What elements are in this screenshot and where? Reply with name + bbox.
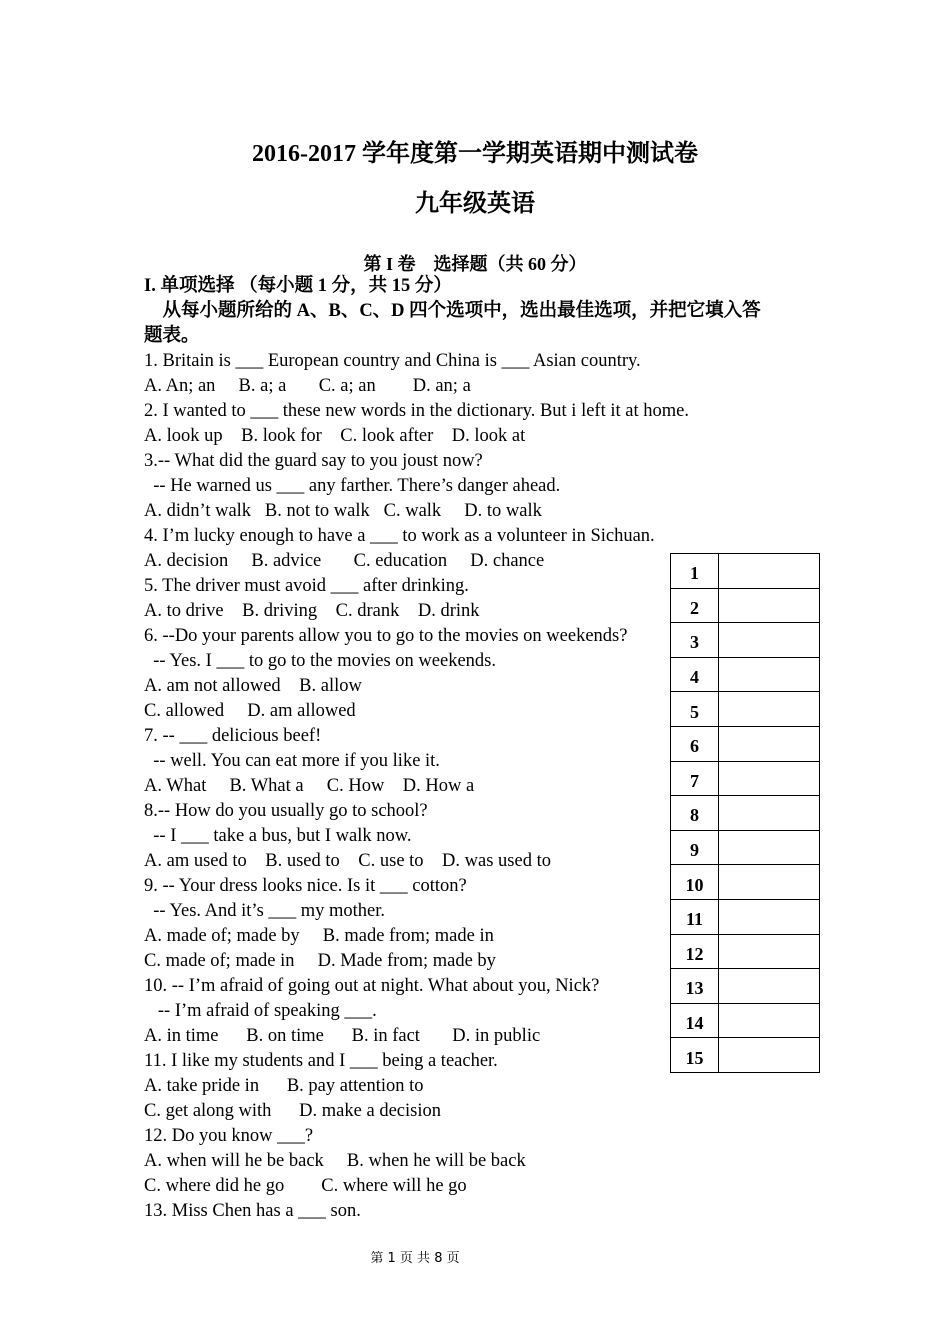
answer-row [671, 692, 820, 727]
answer-row [671, 934, 820, 969]
answer-cell[interactable] [719, 554, 820, 589]
question-stem: -- He warned us ___ any farther. There’s danger ahead. [144, 476, 561, 496]
answer-number: 13 [671, 969, 719, 1004]
answer-number: 9 [671, 830, 719, 865]
section-heading: 第 I 卷 选择题（共 60 分） [363, 254, 587, 274]
part-heading: I. 单项选择 （每小题 1 分，共 15 分） [144, 276, 452, 296]
answer-row [671, 796, 820, 831]
question-options: C. get along with D. make a decision [144, 1101, 441, 1121]
answer-row [671, 830, 820, 865]
question-options: A. when will he be back B. when he will be back [144, 1151, 526, 1171]
answer-cell[interactable] [719, 588, 820, 623]
answer-number: 8 [671, 796, 719, 831]
question-options: C. made of; made in D. Made from; made by [144, 951, 496, 971]
question-options: C. where did he go C. where will he go [144, 1176, 467, 1196]
exam-title: 2016-2017 学年度第一学期英语期中测试卷 [252, 141, 698, 167]
answer-number: 6 [671, 726, 719, 761]
answer-cell[interactable] [719, 761, 820, 796]
answer-row [671, 1038, 820, 1073]
question-options: A. look up B. look for C. look after D. look at [144, 426, 526, 446]
instruction-line: 从每小题所给的 A、B、C、D 四个选项中，选出最佳选项，并把它填入答 [144, 301, 761, 321]
answer-number: 14 [671, 1003, 719, 1038]
answer-cell[interactable] [719, 899, 820, 934]
answer-cell[interactable] [719, 934, 820, 969]
answer-cell[interactable] [719, 830, 820, 865]
instruction-line: 题表。 [144, 326, 200, 346]
answer-row [671, 865, 820, 900]
question-options: C. allowed D. am allowed [144, 701, 356, 721]
answer-row [671, 761, 820, 796]
question-stem: 5. The driver must avoid ___ after drinking. [144, 576, 469, 596]
question-stem: 13. Miss Chen has a ___ son. [144, 1201, 361, 1221]
answer-number: 5 [671, 692, 719, 727]
answer-cell[interactable] [719, 969, 820, 1004]
question-stem: 4. I’m lucky enough to have a ___ to work as a volunteer in Sichuan. [144, 526, 655, 546]
question-options: A. am used to B. used to C. use to D. was used to [144, 851, 551, 871]
answer-number: 2 [671, 588, 719, 623]
answer-number: 3 [671, 623, 719, 658]
answer-cell[interactable] [719, 692, 820, 727]
answer-cell[interactable] [719, 726, 820, 761]
answer-row [671, 1003, 820, 1038]
question-stem: -- Yes. I ___ to go to the movies on weekends. [144, 651, 496, 671]
answer-sheet-table [670, 553, 820, 1073]
question-options: A. in time B. on time B. in fact D. in public [144, 1026, 541, 1046]
question-options: A. An; an B. a; a C. a; an D. an; a [144, 376, 471, 396]
answer-number: 12 [671, 934, 719, 969]
answer-row [671, 657, 820, 692]
question-options: A. am not allowed B. allow [144, 676, 362, 696]
question-stem: 1. Britain is ___ European country and China is ___ Asian country. [144, 351, 641, 371]
question-stem: 12. Do you know ___? [144, 1126, 314, 1146]
question-options: A. decision B. advice C. education D. chance [144, 551, 545, 571]
question-stem: -- I ___ take a bus, but I walk now. [144, 826, 412, 846]
answer-row [671, 588, 820, 623]
question-stem: 9. -- Your dress looks nice. Is it ___ cotton? [144, 876, 467, 896]
page-footer: 第 1 页 共 8 页 [370, 1251, 460, 1266]
question-stem: 7. -- ___ delicious beef! [144, 726, 322, 746]
answer-number: 11 [671, 899, 719, 934]
question-stem: -- Yes. And it’s ___ my mother. [144, 901, 386, 921]
answer-row [671, 899, 820, 934]
answer-number: 1 [671, 554, 719, 589]
question-options: A. made of; made by B. made from; made in [144, 926, 494, 946]
answer-cell[interactable] [719, 1038, 820, 1073]
answer-cell[interactable] [719, 623, 820, 658]
exam-subtitle: 九年级英语 [415, 191, 535, 217]
question-stem: 6. --Do your parents allow you to go to the movies on weekends? [144, 626, 628, 646]
answer-cell[interactable] [719, 657, 820, 692]
answer-number: 15 [671, 1038, 719, 1073]
question-stem: 2. I wanted to ___ these new words in the dictionary. But i left it at home. [144, 401, 689, 421]
question-stem: 3.-- What did the guard say to you joust now? [144, 451, 483, 471]
answer-row [671, 623, 820, 658]
question-options: A. What B. What a C. How D. How a [144, 776, 475, 796]
question-stem: -- I’m afraid of speaking ___. [144, 1001, 377, 1021]
answer-number: 7 [671, 761, 719, 796]
answer-row [671, 726, 820, 761]
question-stem: -- well. You can eat more if you like it. [144, 751, 440, 771]
question-stem: 8.-- How do you usually go to school? [144, 801, 428, 821]
question-stem: 10. -- I’m afraid of going out at night. What about you, Nick? [144, 976, 600, 996]
answer-cell[interactable] [719, 865, 820, 900]
question-options: A. didn’t walk B. not to walk C. walk D. to walk [144, 501, 542, 521]
answer-row [671, 969, 820, 1004]
answer-number: 10 [671, 865, 719, 900]
answer-number: 4 [671, 657, 719, 692]
answer-row [671, 554, 820, 589]
answer-cell[interactable] [719, 796, 820, 831]
answer-cell[interactable] [719, 1003, 820, 1038]
question-options: A. take pride in B. pay attention to [144, 1076, 424, 1096]
question-stem: 11. I like my students and I ___ being a teacher. [144, 1051, 498, 1071]
question-options: A. to drive B. driving C. drank D. drink [144, 601, 480, 621]
